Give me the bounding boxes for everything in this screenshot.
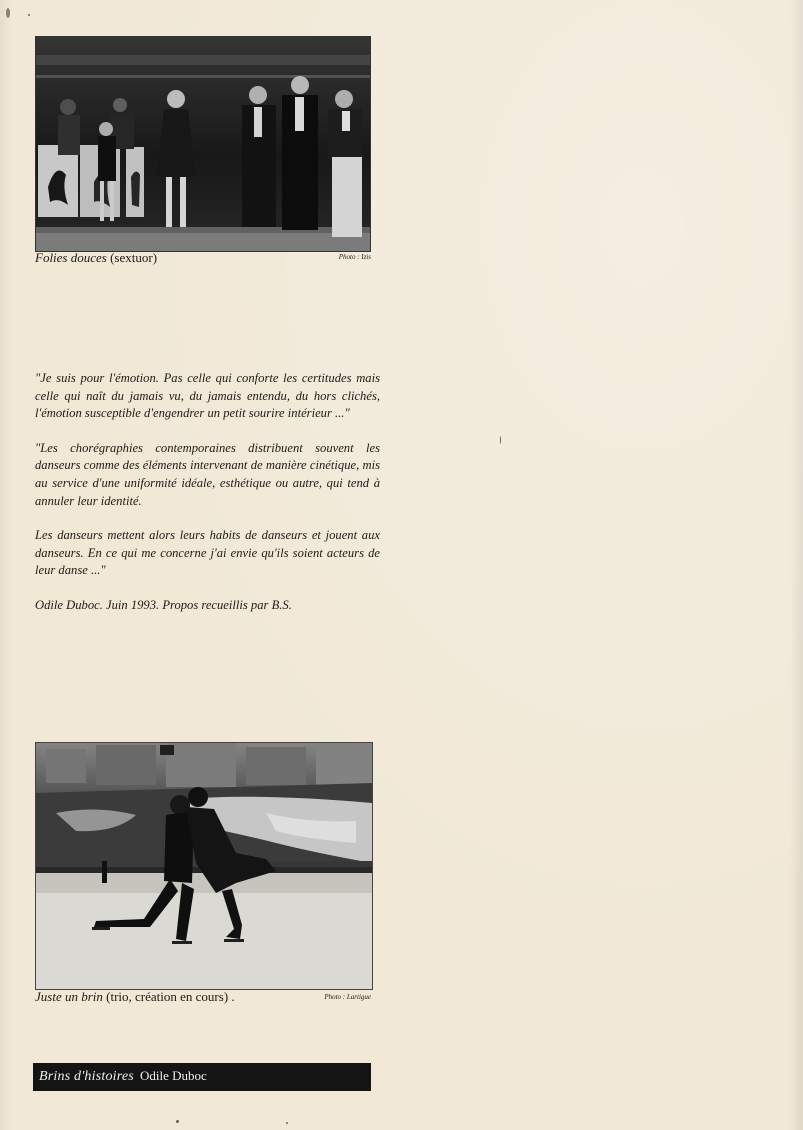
- skaters-photo-graphic: [36, 743, 372, 989]
- stage-photo-graphic: [36, 37, 370, 251]
- photo2-caption: [35, 989, 371, 1007]
- photo2-caption-dot: .: [228, 989, 235, 1004]
- photo1-caption-title: Folies douces: [35, 250, 107, 265]
- photo2-credit: Photo : Lartigue: [324, 993, 371, 1001]
- photo1-caption: [35, 250, 371, 268]
- scan-speck: [500, 436, 501, 444]
- scan-speck: [176, 1120, 179, 1123]
- quote-signature: Odile Duboc. Juin 1993. Propos recueillis par B.S.: [35, 597, 292, 612]
- photo1-credit: Photo : Izis: [338, 253, 371, 261]
- photo-folies-douces: [35, 36, 371, 252]
- photo2-caption-title: Juste un brin: [35, 989, 103, 1004]
- quote-paragraph-2: "Les chorégraphies contemporaines distribuent souvent les danseurs comme des éléments intervenant de manière cinétique, mis au service d'une uniformité idéale, esthétique ou autre, qui tend à annuler leur identité.: [35, 440, 380, 508]
- quote-paragraph-1: "Je suis pour l'émotion. Pas celle qui conforte les certitudes mais celle qui naît du jamais vu, du jamais entendu, du hors clichés, l'émotion susceptible d'engendrer un petit sourire intérieur ...": [35, 371, 380, 421]
- scan-speck: [6, 8, 10, 18]
- quote-block: [35, 370, 380, 632]
- quote-paragraph-3: Les danseurs mettent alors leurs habits de danseurs et jouent aux danseurs. En ce qui me concerne j'ai envie qu'ils soient acteurs de leur danse ...": [35, 528, 380, 578]
- scan-speck: [28, 14, 30, 16]
- footer-title-bar: [33, 1063, 371, 1091]
- footer-series-title: Brins d'histoires: [39, 1069, 134, 1084]
- footer-author: Odile Duboc: [139, 1068, 207, 1083]
- photo2-caption-rest: (trio, création en cours): [102, 989, 229, 1004]
- photo-juste-un-brin: [35, 742, 373, 990]
- scan-speck: [286, 1122, 288, 1124]
- photo1-caption-rest: (sextuor): [106, 250, 158, 265]
